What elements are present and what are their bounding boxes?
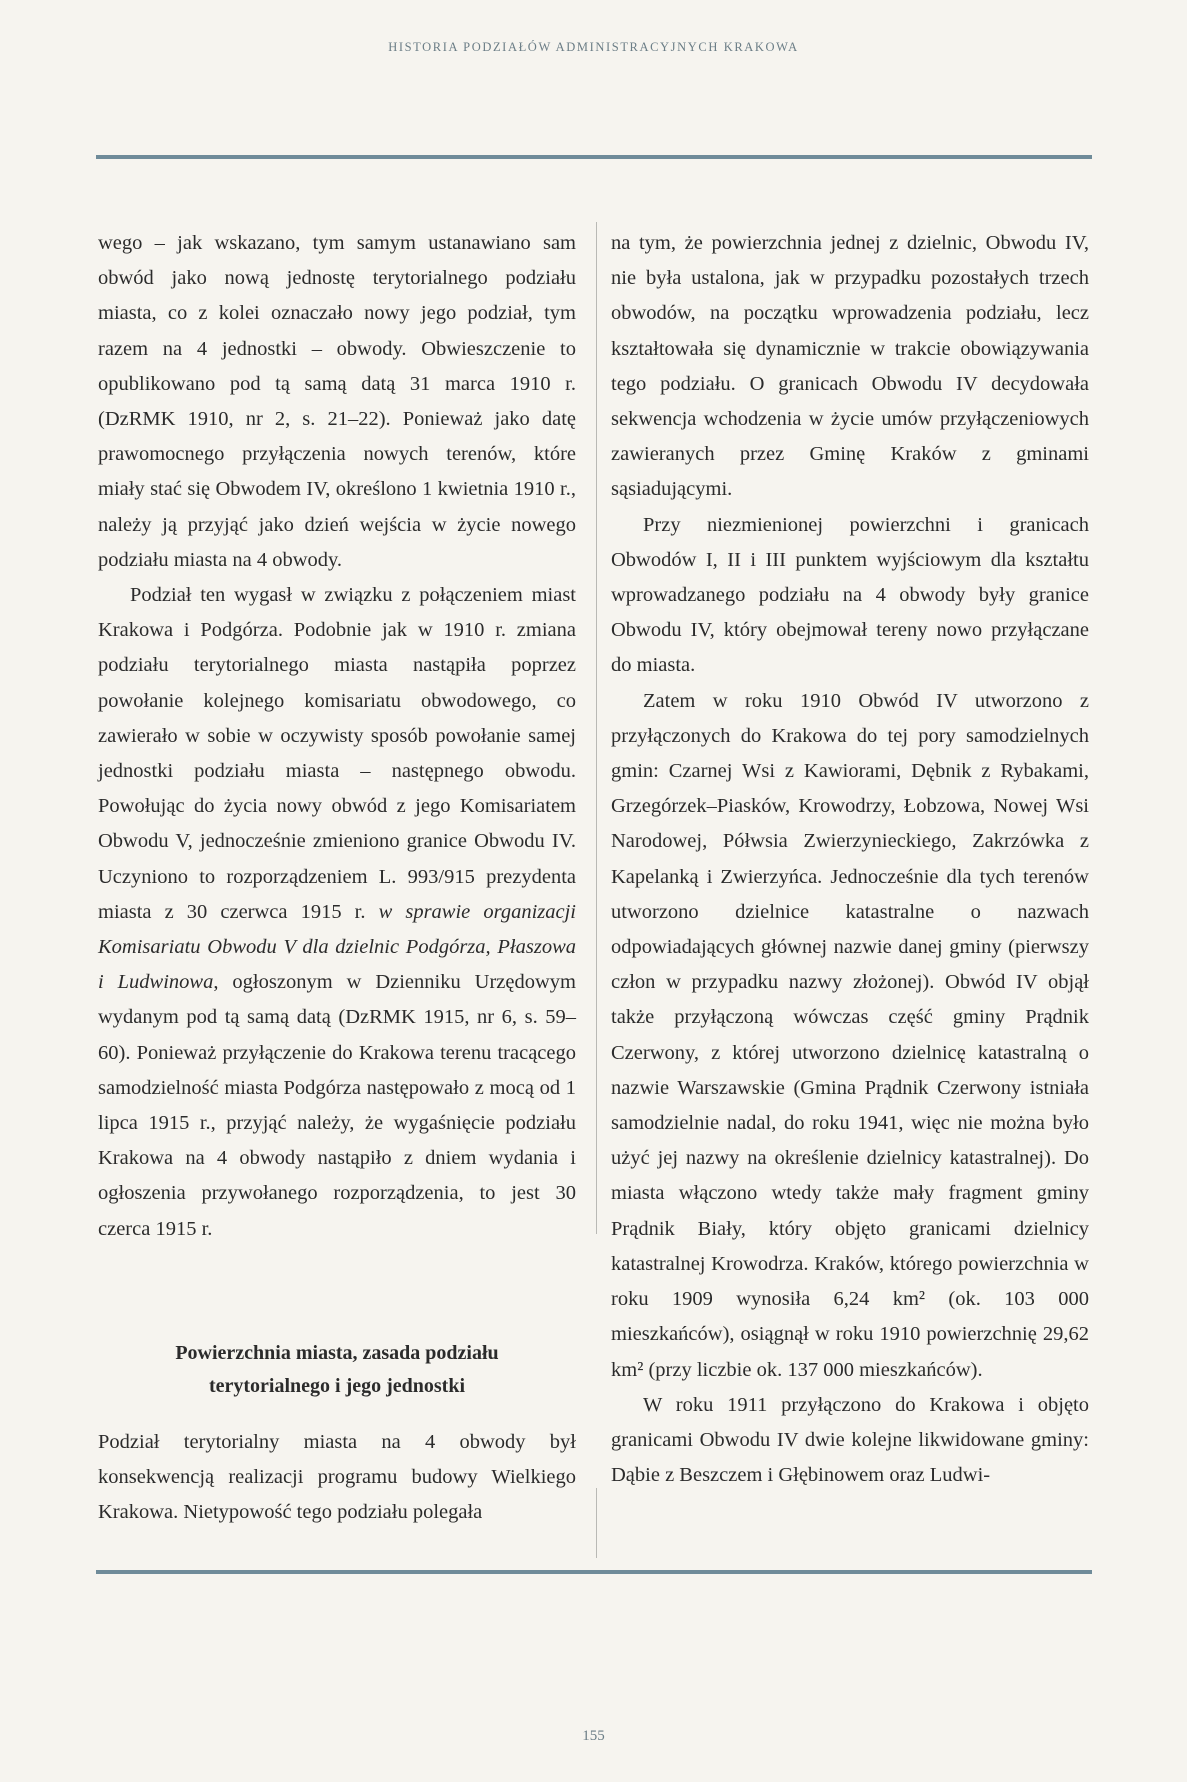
regulation-title: w sprawie organizacji Komisariatu Obwodu V dla dzielnic Podgórza, Płaszowa i Ludwinowa [98, 900, 576, 994]
left-paragraph-2-text-b: , ogłoszonym w Dzienniku Urzędowym wydanym pod tą samą datą (DzRMK 1915, nr 6, s. 59–60). Ponieważ przyłączenie do Krakowa terenu tracącego samodzielność miasta Podgórza następowało z mocą od 1 lipca 1915 r., przyjąć należy, że wygaśnięcie podziału Krakowa na 4 obwody nastąpiło z dniem wydania i ogłoszenia przywołanego rozporządzenia, to jest 30 czerca 1915 r. [98, 971, 577, 1240]
left-column [98, 226, 576, 1531]
right-paragraph-1: na tym, że powierzchnia jednej z dzielnic, Obwodu IV, nie była ustalona, jak w przypadku pozostałych trzech obwodów, na początku wprowadzenia podziału, lecz kształtowała się dynamicznie w trakcie obowiązywania tego podziału. O granicach Obwodu IV decydowała sekwencja wchodzenia w życie umów przyłączeniowych zawieranych przez Gminę Kraków z gminami sąsiadującymi. [611, 232, 1089, 501]
section-heading [98, 1337, 576, 1403]
page-number: 155 [582, 1728, 605, 1744]
right-paragraph-2: Przy niezmienionej powierzchni i granicach Obwodów I, II i III punktem wyjściowym dla kształtu wprowadzanego podziału na 4 obwody były granice Obwodu IV, który obejmował tereny nowo przyłączane do miasta. [611, 513, 1089, 677]
bottom-rule [96, 1570, 1092, 1574]
left-paragraph-1: wego – jak wskazano, tym samym ustanawiano sam obwód jako nową jednostę terytorialnego podziału miasta, co z kolei oznaczało nowy jego podział, tym razem na 4 jednostki – obwody. Obwieszczenie to opublikowano pod tą samą datą 31 marca 1910 r. (DzRMK 1910, nr 2, s. 21–22). Ponieważ jako datę prawomocnego przyłączenia nowych terenów, które miały stać się Obwodem IV, określono 1 kwietnia 1910 r., należy ją przyjąć jako dzień wejścia w życie nowego podziału miasta na 4 obwody. [98, 232, 576, 571]
left-paragraph-2-text-a: Podział ten wygasł w związku z połączeniem miast Krakowa i Podgórza. Podobnie jak w 1910 r. zmiana podziału terytorialnego miasta nastąpiła poprzez powołanie kolejnego komisariatu obwodowego, co zawierało w sobie w oczywisty sposób powołanie samej jednostki podziału miasta – następnego obwodu. Powołując do życia nowy obwód z jego Komisariatem Obwodu V, jednocześnie zmieniono granice Obwodu IV. Uczyniono to rozporządzeniem L. 993/915 prezydenta miasta z 30 czerwca 1915 r. [98, 584, 576, 923]
running-head: HISTORIA PODZIAŁÓW ADMINISTRACYJNYCH KRAKOWA [388, 40, 799, 54]
column-divider-upper [596, 222, 597, 1234]
right-column [611, 226, 1089, 1493]
section-heading-line-1: Powierzchnia miasta, zasada podziału [175, 1341, 499, 1364]
section-heading-line-2: terytorialnego i jego jednostki [208, 1374, 466, 1397]
left-paragraph-2 [98, 578, 576, 1247]
right-paragraph-4: W roku 1911 przyłączono do Krakowa i objęto granicami Obwodu IV dwie kolejne likwidowane gminy: Dąbie z Beszczem i Głębinowem oraz Ludwi- [611, 1393, 1089, 1487]
top-rule [96, 155, 1092, 159]
left-paragraph-3: Podział terytorialny miasta na 4 obwody był konsekwencją realizacji programu budowy Wielkiego Krakowa. Nietypowość tego podziału polegała [98, 1430, 576, 1524]
column-divider-lower [596, 1488, 597, 1558]
right-paragraph-3: Zatem w roku 1910 Obwód IV utworzono z przyłączonych do Krakowa do tej pory samodzielnych gmin: Czarnej Wsi z Kawiorami, Dębnik z Rybakami, Grzegórzek–Piasków, Krowodrzy, Łobzowa, Nowej Wsi Narodowej, Półwsia Zwierzynieckiego, Zakrzówka z Kapelanką i Zwierzyńca. Jednocześnie dla tych terenów utworzono dzielnice katastralne o nazwach odpowiadających głównej nazwie danej gminy (pierwszy człon w przypadku nazwy złożonej). Obwód IV objął także przyłączoną wówczas część gminy Prądnik Czerwony, z której utworzono dzielnicę katastralną o nazwie Warszawskie (Gmina Prądnik Czerwony istniała samodzielnie nadal, do roku 1941, więc nie można było użyć jej nazwy na określenie dzielnicy katastralnej). Do miasta włączono wtedy także mały fragment gminy Prądnik Biały, który objęto granicami dzielnicy katastralnej Krowodrza. Kraków, którego powierzchnia w roku 1909 wynosiła 6,24 km² (ok. 103 000 mieszkańców), osiągnął w roku 1910 powierzchnię 29,62 km² (przy liczbie ok. 137 000 mieszkańców). [611, 689, 1089, 1381]
